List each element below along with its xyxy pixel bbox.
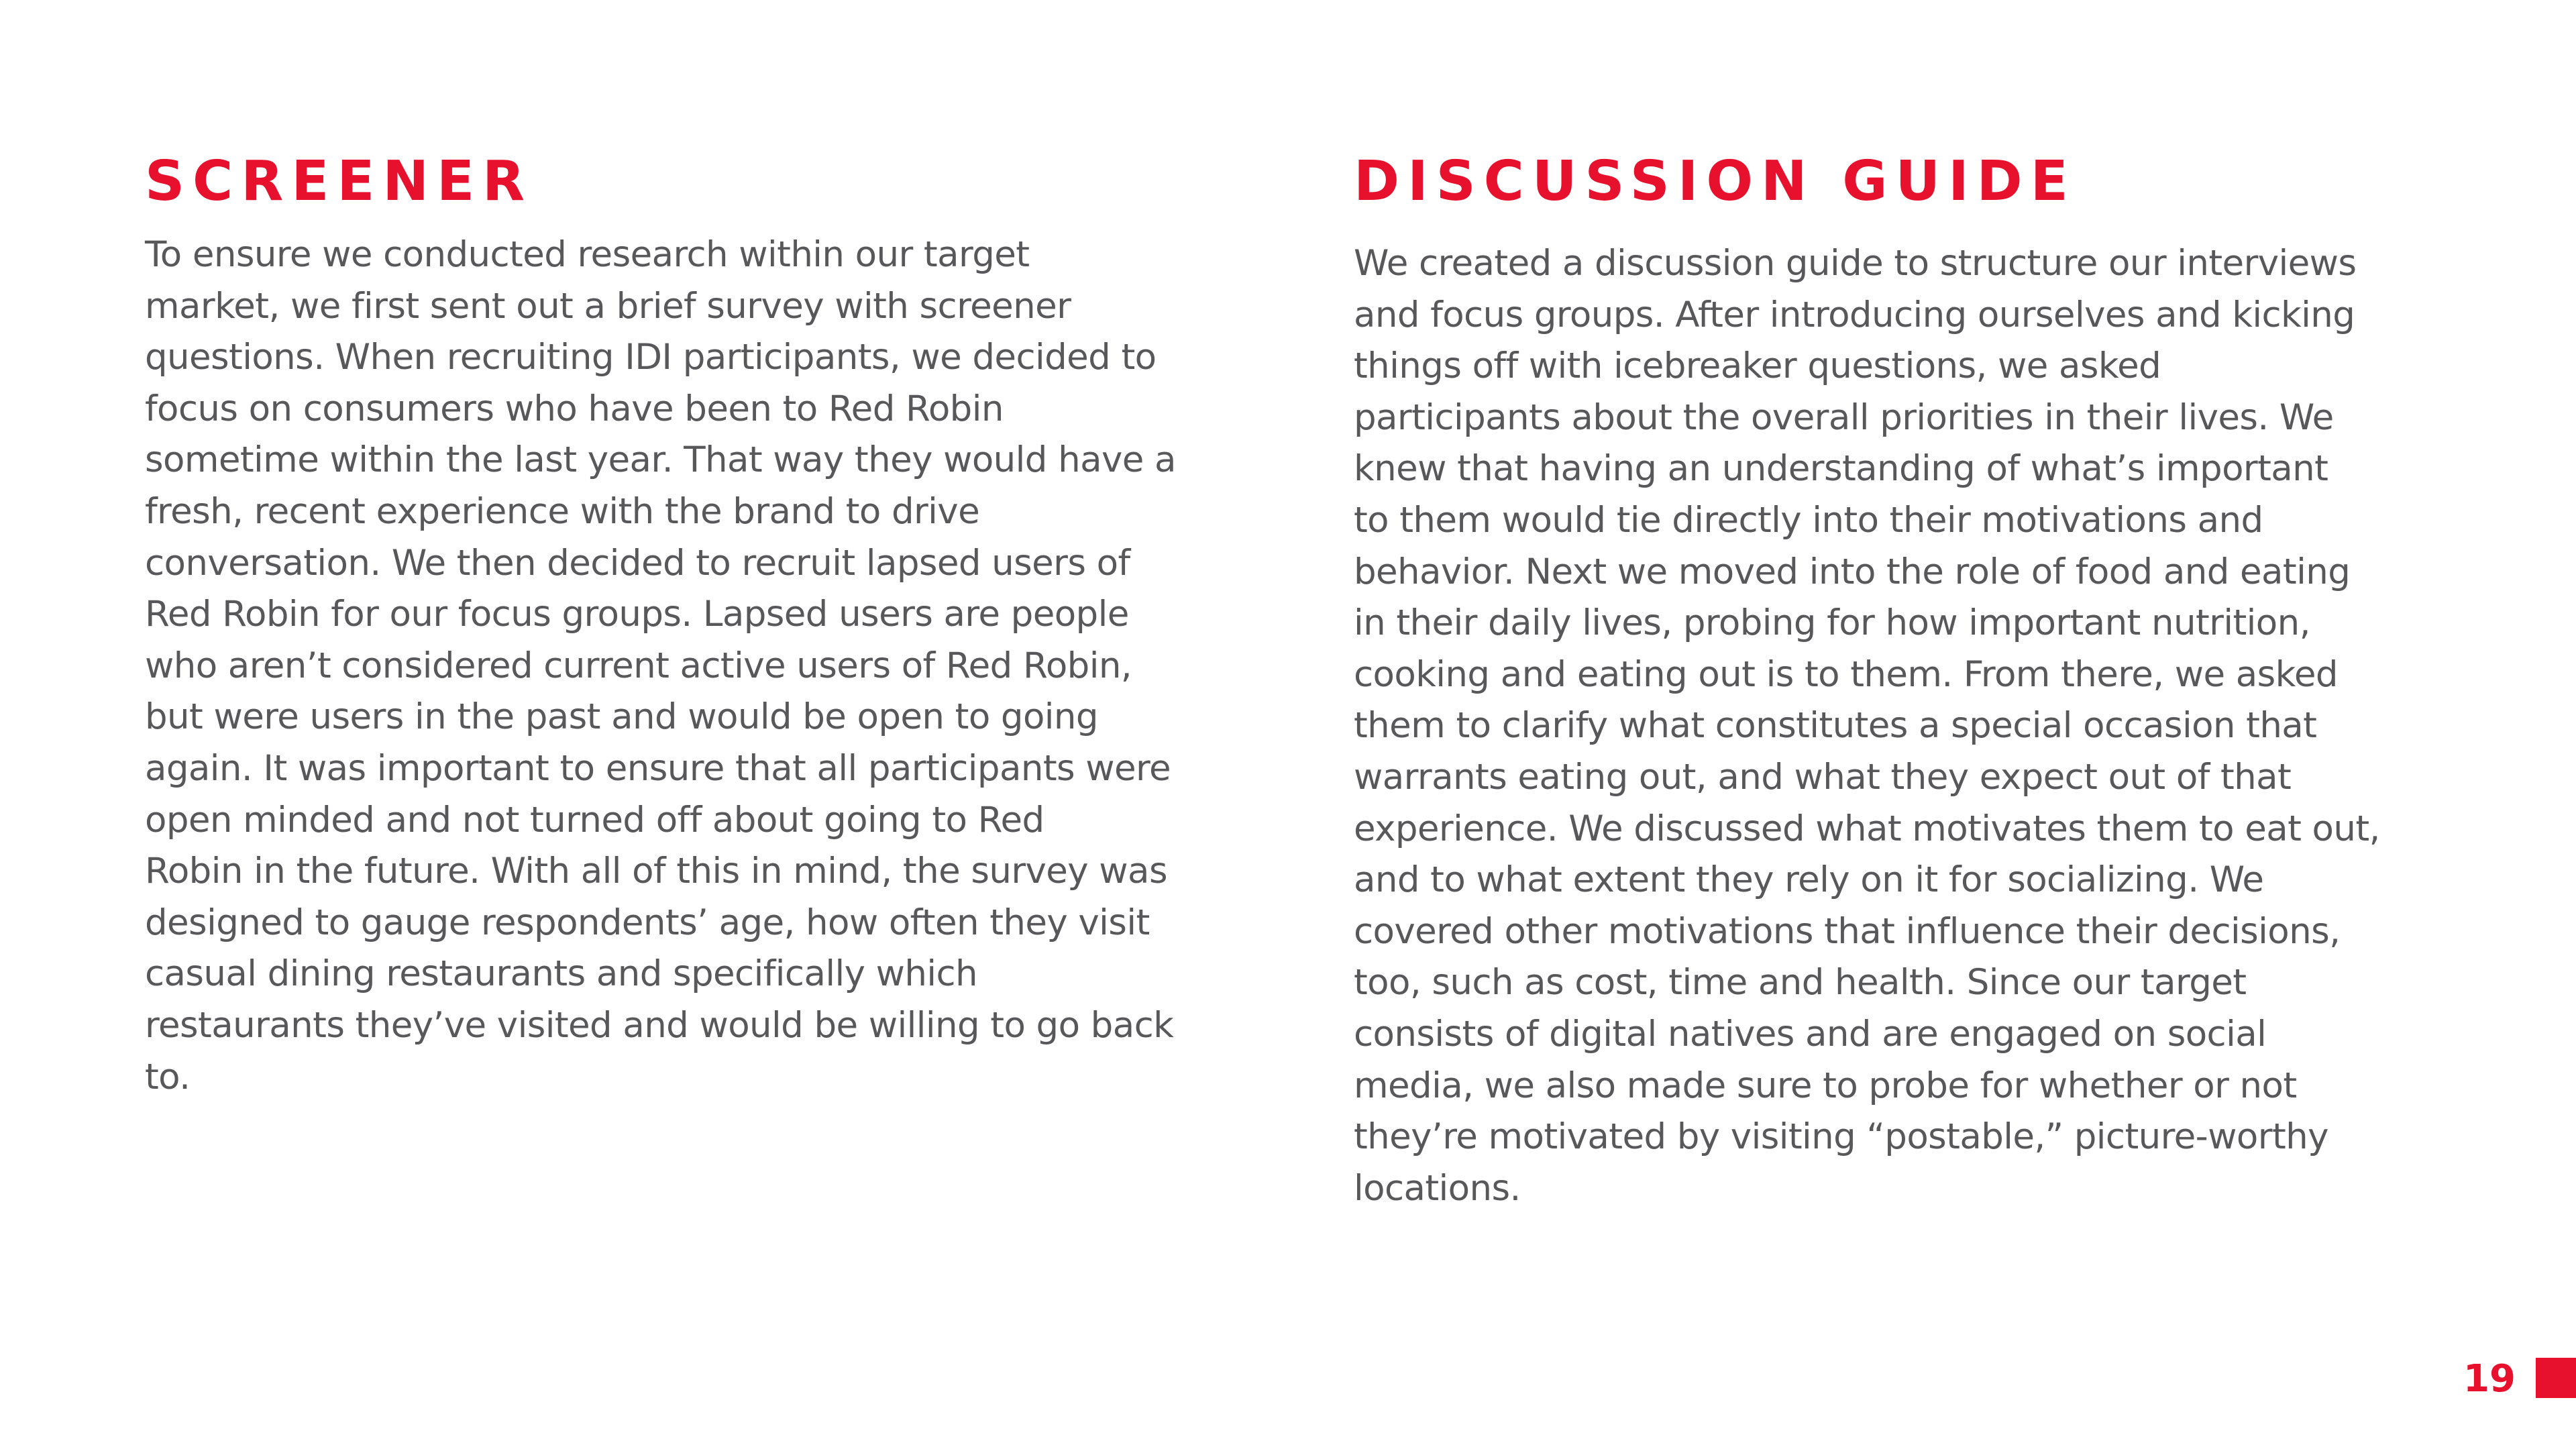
discussion-guide-line: too, such as cost, time and health. Since our target [1354, 962, 2247, 1004]
discussion-guide-line: them to clarify what constitutes a special occasion that [1354, 705, 2317, 747]
screener-line: again. It was important to ensure that all participants were [145, 747, 1171, 789]
screener-line: fresh, recent experience with the brand to drive [145, 490, 980, 532]
discussion-guide-line: behavior. Next we moved into the role of food and eating [1354, 551, 2351, 592]
screener-line: Red Robin for our focus groups. Lapsed users are people [145, 594, 1129, 635]
screener-heading: SCREENER [145, 150, 533, 213]
discussion-guide-line: We created a discussion guide to structure our interviews [1354, 243, 2357, 284]
screener-line: focus on consumers who have been to Red Robin [145, 388, 1004, 429]
discussion-guide-line: experience. We discussed what motivates them to eat out, [1354, 808, 2380, 849]
screener-line: Robin in the future. With all of this in mind, the survey was [145, 851, 1167, 892]
discussion-guide-line: consists of digital natives and are engaged on social [1354, 1013, 2267, 1055]
screener-line: but were users in the past and would be open to going [145, 696, 1098, 738]
screener-line: To ensure we conducted research within our target [145, 234, 1030, 275]
discussion-guide-line: in their daily lives, probing for how important nutrition, [1354, 602, 2310, 644]
discussion-guide-line: media, we also made sure to probe for whether or not [1354, 1065, 2297, 1106]
discussion-guide-body [1354, 238, 2467, 1214]
page-number: 19 [2463, 1357, 2516, 1401]
discussion-guide-line: knew that having an understanding of what’s important [1354, 448, 2328, 490]
discussion-guide-line: to them would tie directly into their motivations and [1354, 499, 2263, 541]
screener-line: who aren’t considered current active users of Red Robin, [145, 645, 1132, 686]
screener-line: questions. When recruiting IDI participants, we decided to [145, 337, 1157, 378]
discussion-guide-line: covered other motivations that influence their decisions, [1354, 910, 2341, 952]
discussion-guide-line: warrants eating out, and what they expect out of that [1354, 756, 2292, 798]
screener-line: open minded and not turned off about going to Red [145, 799, 1044, 841]
screener-line: designed to gauge respondents’ age, how often they visit [145, 902, 1150, 943]
screener-line: casual dining restaurants and specifically which [145, 953, 977, 995]
screener-body [145, 229, 1258, 1103]
discussion-guide-line: they’re motivated by visiting “postable,” picture-worthy [1354, 1116, 2328, 1158]
discussion-guide-line: things off with icebreaker questions, we asked [1354, 345, 2161, 387]
screener-line: to. [145, 1056, 191, 1097]
screener-line: market, we first sent out a brief survey with screener [145, 285, 1071, 327]
discussion-guide-line: cooking and eating out is to them. From there, we asked [1354, 653, 2338, 695]
discussion-guide-heading: DISCUSSION GUIDE [1354, 150, 2076, 213]
discussion-guide-line: and focus groups. After introducing ourselves and kicking [1354, 294, 2355, 335]
discussion-guide-line: and to what extent they rely on it for socializing. We [1354, 859, 2264, 901]
screener-line: restaurants they’ve visited and would be willing to go back [145, 1004, 1174, 1046]
discussion-guide-line: locations. [1354, 1167, 1521, 1209]
discussion-guide-line: participants about the overall priorities in their lives. We [1354, 396, 2334, 438]
page-marker-square [2536, 1358, 2576, 1398]
screener-line: sometime within the last year. That way they would have a [145, 439, 1176, 481]
screener-line: conversation. We then decided to recruit lapsed users of [145, 542, 1130, 584]
